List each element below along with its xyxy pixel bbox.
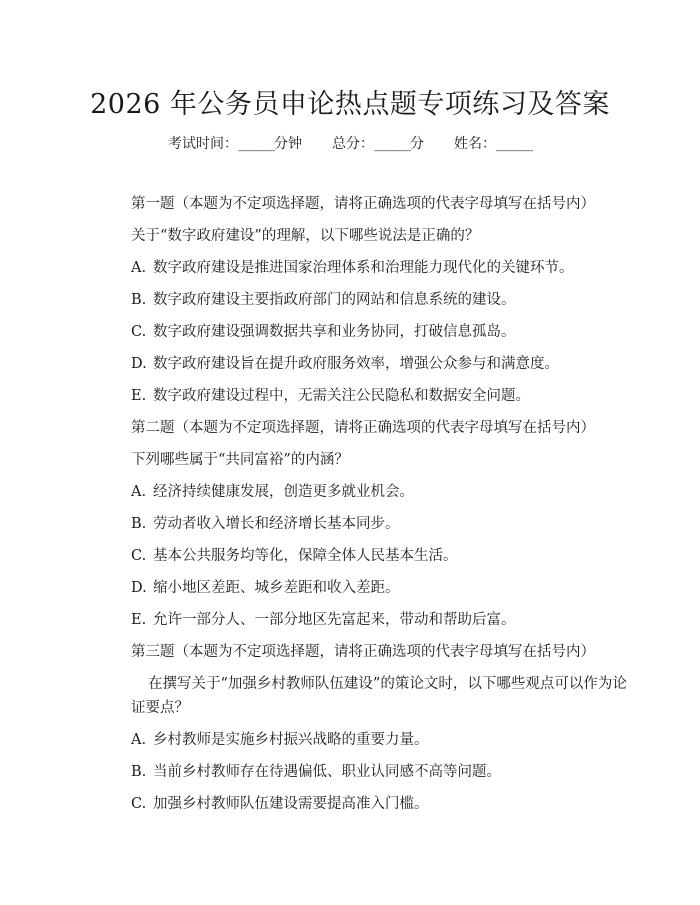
option-text: 劳动者收入增长和经济增长基本同步。 bbox=[153, 516, 400, 532]
option-text: 数字政府建设过程中，无需关注公民隐私和数据安全问题。 bbox=[153, 388, 530, 404]
option-text: 数字政府建设强调数据共享和业务协同，打破信息孤岛。 bbox=[153, 324, 516, 340]
option-text: 数字政府建设旨在提升政府服务效率，增强公众参与和满意度。 bbox=[153, 356, 559, 372]
option-text: 允许一部分人、一部分地区先富起来，带动和帮助后富。 bbox=[153, 612, 516, 628]
option-letter: E. bbox=[131, 612, 147, 628]
option-letter: B. bbox=[131, 292, 147, 308]
question-3-stem-line-1: 在撰写关于“加强乡村教师队伍建设”的策论文时，以下哪些观点可以作为论 bbox=[148, 676, 627, 692]
question-3-option-b bbox=[131, 760, 501, 781]
name-blank: ______ bbox=[496, 136, 532, 152]
option-text: 当前乡村教师存在待遇偏低、职业认同感不高等问题。 bbox=[153, 764, 501, 780]
exam-time-field bbox=[168, 133, 302, 153]
option-letter: E. bbox=[131, 388, 147, 404]
exam-meta bbox=[0, 133, 700, 153]
option-text: 数字政府建设主要指政府部门的网站和信息系统的建设。 bbox=[153, 292, 516, 308]
question-3-option-c bbox=[131, 792, 429, 813]
question-2-header: 第二题（本题为不定项选择题，请将正确选项的代表字母填写在括号内） bbox=[131, 420, 595, 436]
name-field bbox=[454, 133, 532, 153]
name-label: 姓名： bbox=[454, 136, 496, 152]
option-letter: B. bbox=[131, 764, 147, 780]
question-3-header: 第三题（本题为不定项选择题，请将正确选项的代表字母填写在括号内） bbox=[131, 644, 595, 660]
question-1-option-a bbox=[131, 256, 574, 277]
total-score-unit: 分 bbox=[410, 136, 424, 152]
option-text: 经济持续健康发展，创造更多就业机会。 bbox=[153, 484, 414, 500]
option-letter: C. bbox=[131, 548, 147, 564]
question-1-option-c bbox=[131, 320, 516, 341]
document-title: 2026 年公务员申论热点题专项练习及答案 bbox=[90, 89, 610, 120]
option-letter: A. bbox=[131, 732, 147, 748]
total-score-label: 总分： bbox=[332, 136, 374, 152]
exam-time-unit: 分钟 bbox=[274, 136, 302, 152]
option-text: 加强乡村教师队伍建设需要提高准入门槛。 bbox=[153, 796, 429, 812]
question-1-option-d bbox=[131, 352, 559, 373]
option-text: 数字政府建设是推进国家治理体系和治理能力现代化的关键环节。 bbox=[153, 260, 574, 276]
question-1-option-b bbox=[131, 288, 516, 309]
option-text: 缩小地区差距、城乡差距和收入差距。 bbox=[153, 580, 400, 596]
total-score-field bbox=[332, 133, 424, 153]
option-letter: A. bbox=[131, 484, 147, 500]
question-3-option-a bbox=[131, 728, 429, 749]
option-letter: A. bbox=[131, 260, 147, 276]
question-2-stem: 下列哪些属于“共同富裕”的内涵？ bbox=[131, 452, 349, 468]
option-letter: B. bbox=[131, 516, 147, 532]
question-2-option-a bbox=[131, 480, 414, 501]
option-letter: C. bbox=[131, 796, 147, 812]
total-score-blank: ______ bbox=[374, 136, 410, 152]
question-1-option-e bbox=[131, 384, 530, 405]
option-text: 基本公共服务均等化，保障全体人民基本生活。 bbox=[153, 548, 458, 564]
exam-time-blank: ______ bbox=[238, 136, 274, 152]
question-1-header: 第一题（本题为不定项选择题，请将正确选项的代表字母填写在括号内） bbox=[131, 196, 595, 212]
exam-time-label: 考试时间： bbox=[168, 136, 238, 152]
question-2-option-d bbox=[131, 576, 400, 597]
option-letter: D. bbox=[131, 356, 147, 372]
option-text: 乡村教师是实施乡村振兴战略的重要力量。 bbox=[153, 732, 429, 748]
option-letter: C. bbox=[131, 324, 147, 340]
question-2-option-b bbox=[131, 512, 400, 533]
question-2-option-c bbox=[131, 544, 458, 565]
question-3-stem-line-2: 证要点？ bbox=[131, 700, 189, 716]
option-letter: D. bbox=[131, 580, 147, 596]
question-2-option-e bbox=[131, 608, 516, 629]
question-1-stem: 关于“数字政府建设”的理解，以下哪些说法是正确的？ bbox=[131, 228, 480, 244]
